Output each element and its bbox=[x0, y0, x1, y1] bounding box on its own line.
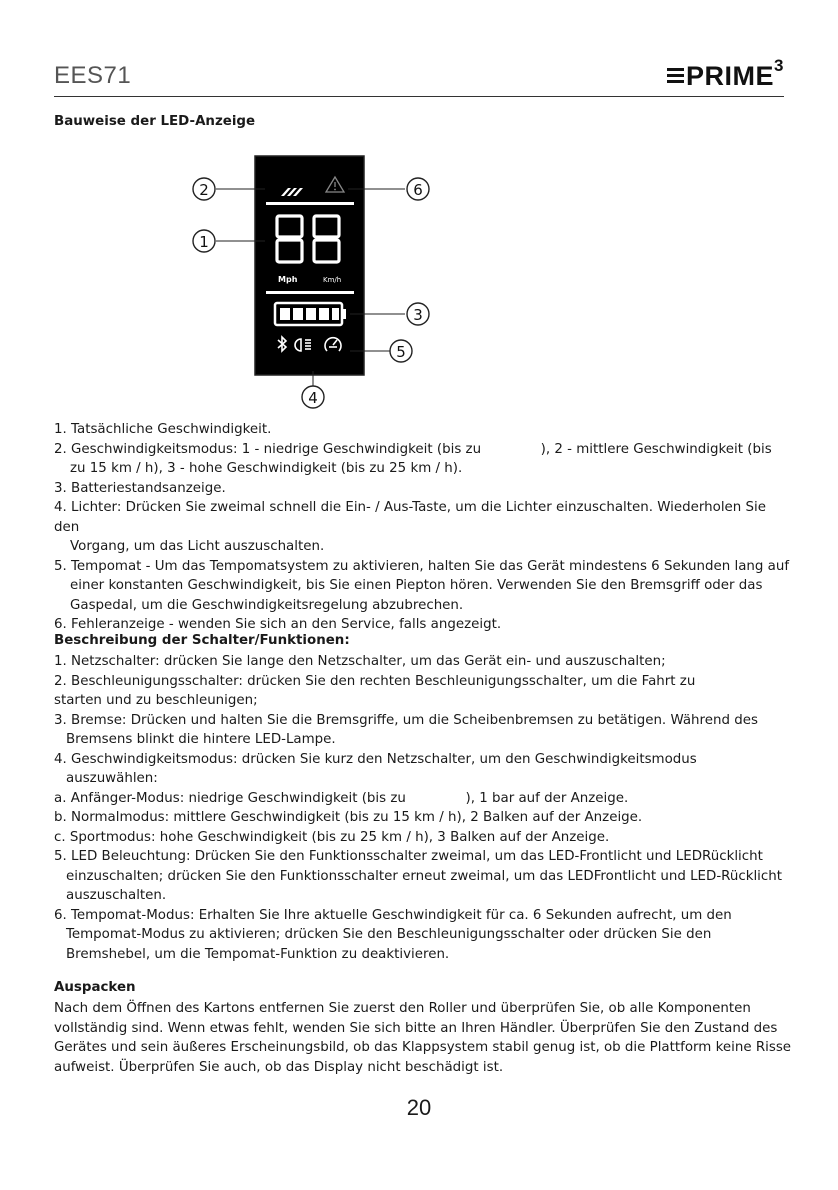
list-item: Vorgang, um das Licht auszuschalten. bbox=[70, 539, 325, 554]
paragraph-line: Gerätes und sein äußeres Erscheinungsbild, ob das Klappsystem stabil genug ist, ob die Plattform keine Risse bbox=[54, 1040, 792, 1055]
list-item: auszuwählen: bbox=[66, 771, 158, 786]
list-item: einzuschalten; drücken Sie den Funktionsschalter erneut zweimal, um das LEDFrontlicht und LED-Rücklicht bbox=[66, 868, 783, 884]
list-item: b. Normalmodus: mittlere Geschwindigkeit (bis zu 15 km / h), 2 Balken auf der Anzeige. bbox=[54, 810, 643, 825]
svg-text:6: 6 bbox=[413, 181, 423, 199]
kmh-label: Km/h bbox=[323, 276, 342, 284]
svg-text:3: 3 bbox=[413, 306, 423, 324]
list-item: 5. LED Beleuchtung: Drücken Sie den Funktionsschalter zweimal, um das LED-Frontlicht und LEDRücklicht bbox=[54, 849, 763, 864]
brand-bars-icon bbox=[667, 65, 684, 86]
callout-1 bbox=[193, 230, 215, 252]
header-divider bbox=[54, 96, 784, 97]
list-item: Tempomat-Modus zu aktivieren; drücken Sie den Beschleunigungsschalter oder drücken Sie den bbox=[66, 927, 712, 942]
svg-text:5: 5 bbox=[396, 343, 406, 361]
list-item: Bremshebel, um die Tempomat-Funktion zu deaktivieren. bbox=[66, 946, 450, 962]
mph-label: Mph bbox=[278, 275, 298, 284]
callout-2 bbox=[193, 178, 215, 200]
list-item: 3. Batteriestandsanzeige. bbox=[54, 480, 226, 496]
list-item: Bremsens blinkt die hintere LED-Lampe. bbox=[66, 732, 336, 747]
list-item: 1. Netzschalter: drücken Sie lange den Netzschalter, um das Gerät ein- und auszuschalten; bbox=[54, 654, 666, 669]
list-item: 5. Tempomat - Um das Tempomatsystem zu aktivieren, halten Sie das Gerät mindestens 6 Sekunden lang auf bbox=[54, 558, 790, 574]
list-item: zu 15 km / h), 3 - hohe Geschwindigkeit (bis zu 25 km / h). bbox=[70, 461, 463, 476]
list-item: 6. Tempomat-Modus: Erhalten Sie Ihre aktuelle Geschwindigkeit für ca. 6 Sekunden aufrecht, um den bbox=[54, 907, 732, 923]
svg-text:1: 1 bbox=[199, 233, 209, 251]
section-title-unpacking: Auspacken bbox=[54, 980, 136, 995]
list-item: 6. Fehleranzeige - wenden Sie sich an den Service, falls angezeigt. bbox=[54, 617, 502, 632]
led-display-diagram bbox=[180, 148, 460, 416]
section-title-switches: Beschreibung der Schalter/Funktionen: bbox=[54, 633, 350, 648]
list-item: 1. Tatsächliche Geschwindigkeit. bbox=[54, 422, 272, 437]
switches-list bbox=[54, 652, 794, 964]
list-item: 4. Geschwindigkeitsmodus: drücken Sie kurz den Netzschalter, um den Geschwindigkeitsmodus bbox=[54, 751, 697, 767]
svg-text:2: 2 bbox=[199, 181, 209, 199]
model-name: EES71 bbox=[54, 62, 132, 89]
callout-6 bbox=[407, 178, 429, 200]
brand-name: PRIME bbox=[686, 61, 775, 91]
list-item: 3. Bremse: Drücken und halten Sie die Bremsgriffe, um die Scheibenbremsen zu betätigen. Während des bbox=[54, 712, 758, 728]
list-item: einer konstanten Geschwindigkeit, bis Sie einen Piepton hören. Verwenden Sie den Bremsgriff oder das bbox=[70, 578, 763, 593]
paragraph-line: Nach dem Öffnen des Kartons entfernen Sie zuerst den Roller und überprüfen Sie, ob alle Komponenten bbox=[54, 1001, 751, 1016]
paragraph-line: aufweist. Überprüfen Sie auch, ob das Display nicht beschädigt ist. bbox=[54, 1059, 504, 1075]
paragraph-line: vollständig sind. Wenn etwas fehlt, wenden Sie sich bitte an Ihren Händler. Überprüfen Sie den Zustand des bbox=[54, 1020, 778, 1036]
list-item: c. Sportmodus: hohe Geschwindigkeit (bis zu 25 km / h), 3 Balken auf der Anzeige. bbox=[54, 829, 610, 845]
list-item: 4. Lichter: Drücken Sie zweimal schnell die Ein- / Aus-Taste, um die Lichter einzuschalten. Wiederholen Sie den bbox=[54, 500, 766, 535]
list-item: 2. Beschleunigungsschalter: drücken Sie den rechten Beschleunigungsschalter, um die Fahrt zu bbox=[54, 673, 696, 689]
callout-3 bbox=[407, 303, 429, 325]
svg-text:4: 4 bbox=[308, 389, 318, 407]
list-item: Gaspedal, um die Geschwindigkeitsregelung abzubrechen. bbox=[70, 597, 464, 613]
callout-5 bbox=[390, 340, 412, 362]
brand-logo bbox=[667, 56, 784, 92]
section-title-led-display: Bauweise der LED-Anzeige bbox=[54, 114, 256, 129]
brand-superscript: 3 bbox=[774, 56, 784, 75]
list-item: starten und zu beschleunigen; bbox=[54, 693, 258, 708]
unpacking-paragraph bbox=[54, 999, 794, 1077]
list-item: 2. Geschwindigkeitsmodus: 1 - niedrige Geschwindigkeit (bis zu ), 2 - mittlere Geschwindigkeit (bis bbox=[54, 441, 772, 457]
list-item: auszuschalten. bbox=[66, 888, 167, 903]
callout-4 bbox=[302, 386, 324, 408]
page-number: 20 bbox=[406, 1095, 432, 1120]
led-display-legend bbox=[54, 420, 794, 635]
list-item: a. Anfänger-Modus: niedrige Geschwindigkeit (bis zu ), 1 bar auf der Anzeige. bbox=[54, 790, 629, 806]
